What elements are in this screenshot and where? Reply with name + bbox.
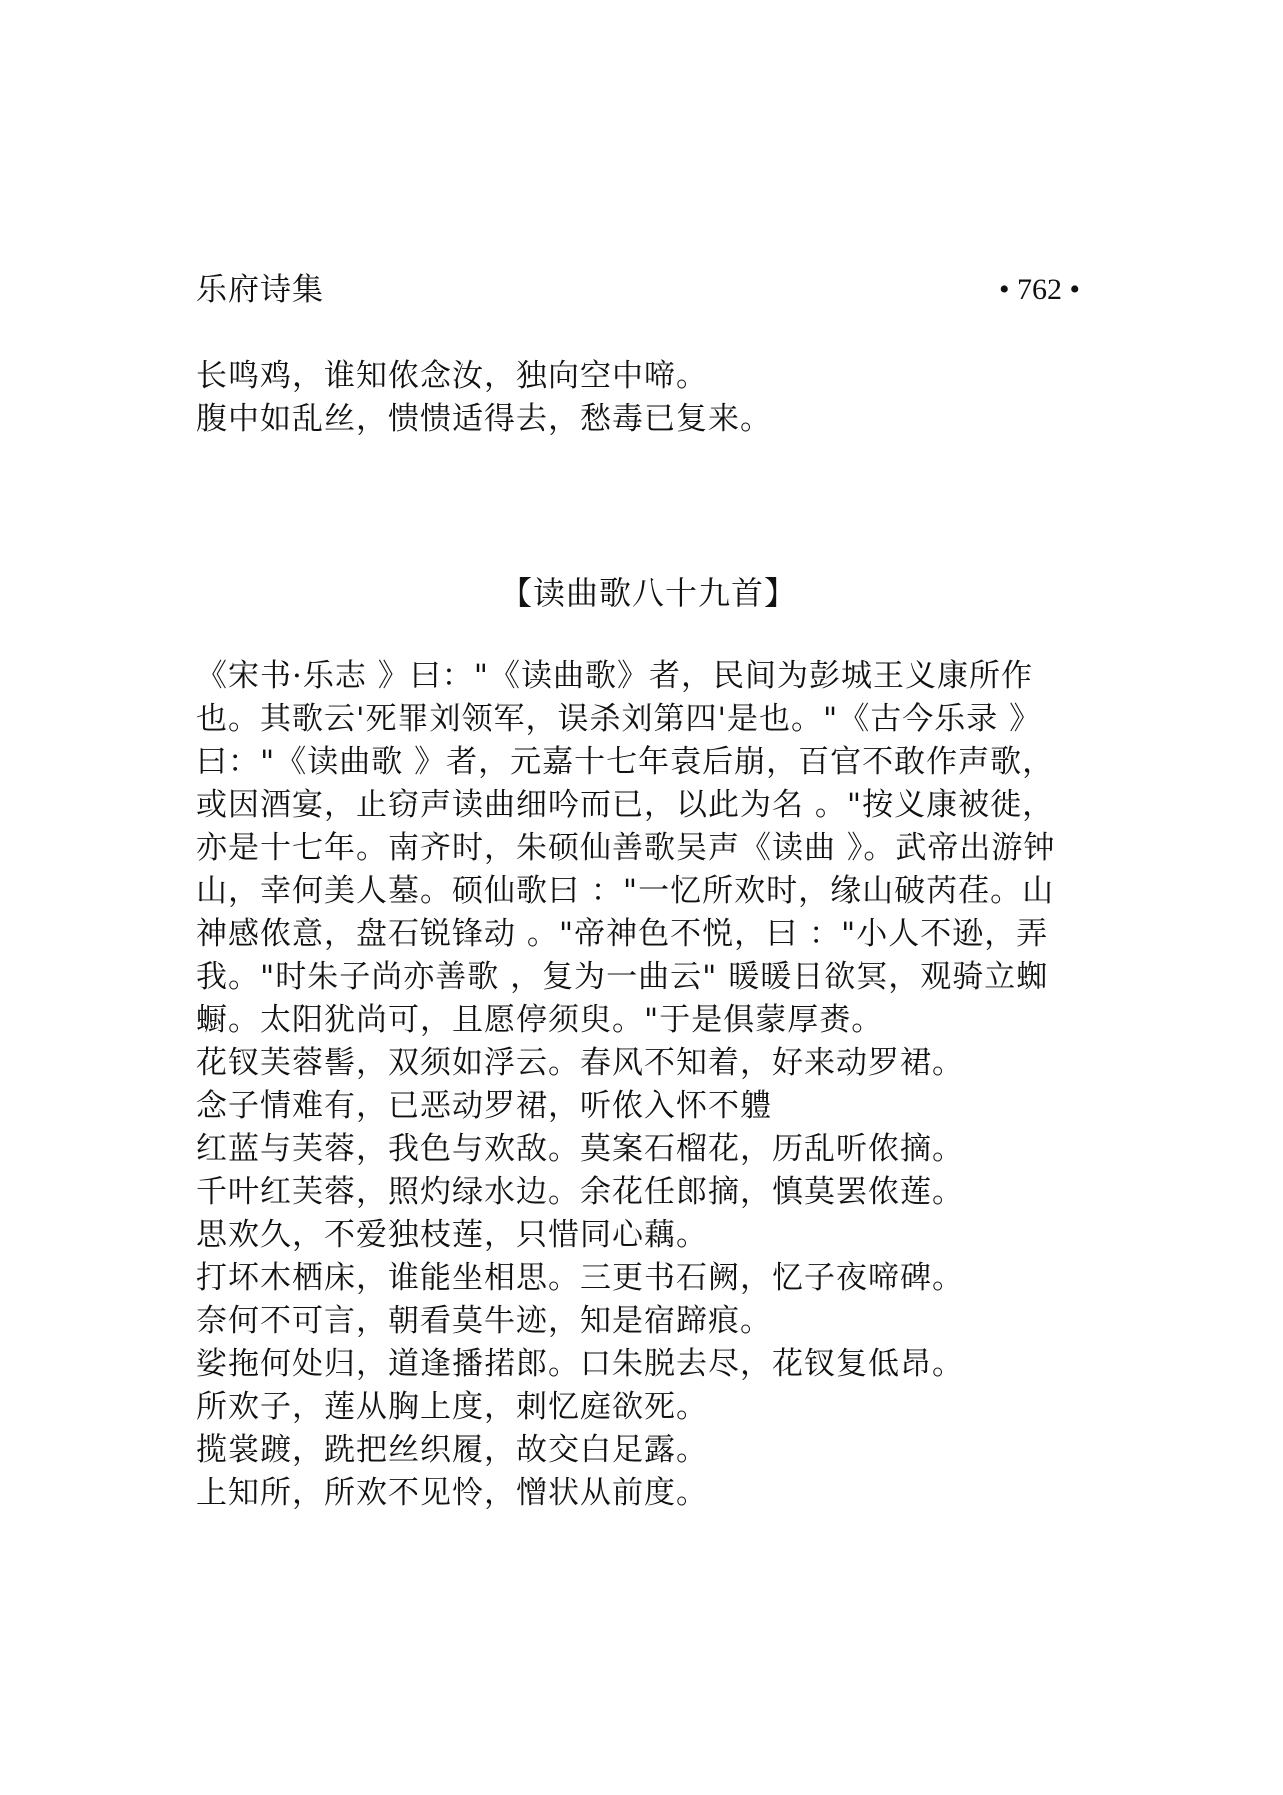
previous-poem-continuation [196, 355, 1096, 441]
poem-line: 红蓝与芙蓉，我色与欢敌。莫案石榴花，历乱听侬摘。 [196, 1131, 964, 1167]
preface-line: 神感侬意，盘石锐锋动 。"帝神色不悦，曰 ："小人不逊，弄 [196, 916, 1049, 952]
poem-line: 娑拖何处归，道逢播掿郎。口朱脱去尽，花钗复低昂。 [196, 1346, 964, 1382]
preface-line: 亦是十七年。南齐时，朱硕仙善歌吴声《读曲 》。武帝出游钟 [196, 830, 1056, 866]
poem-line: 思欢久，不爱独枝莲，只惜同心藕。 [196, 1217, 708, 1253]
poem-line: 奈何不可言，朝看莫牛迹，知是宿蹄痕。 [196, 1303, 772, 1339]
poem-line: 千叶红芙蓉，照灼绿水边。余花任郎摘，慎莫罢侬莲。 [196, 1174, 964, 1210]
poem-line: 所欢子，莲从胸上度，刺忆庭欲死。 [196, 1389, 708, 1425]
section-heading: 【读曲歌八十九首】 [500, 574, 798, 612]
section-body [196, 655, 1096, 1515]
poem-line: 腹中如乱丝，愦愦适得去，愁毒已复来。 [196, 401, 772, 437]
poem-list [196, 1042, 1096, 1515]
poem-line: 打坏木栖床，谁能坐相思。三更书石阙，忆子夜啼碑。 [196, 1260, 964, 1296]
poem-line: 长鸣鸡，谁知侬念汝，独向空中啼。 [196, 358, 708, 394]
preface-line: 我。"时朱子尚亦善歌 ，复为一曲云" 暖暖日欲冥，观骑立蜘 [196, 959, 1049, 995]
running-title: 乐府诗集 [196, 272, 324, 308]
preface-line: 《宋书·乐志 》曰："《读曲歌》者，民间为彭城王义康所作 [196, 658, 1033, 694]
page-number: • 762 • [998, 273, 1080, 306]
poem-line: 念子情难有，已恶动罗裙，听侬入怀不軆 [196, 1088, 772, 1124]
preface [196, 655, 1096, 1042]
preface-line: 山，幸何美人墓。硕仙歌曰 ："一忆所欢时，缘山破芮荏。山 [196, 873, 1055, 909]
preface-line: 蟵。太阳犹尚可，且愿停须臾。"于是俱蒙厚赉。 [196, 1002, 884, 1038]
poem-line: 上知所，所欢不见怜，憎状从前度。 [196, 1475, 708, 1511]
preface-line: 也。其歌云'死罪刘领军，误杀刘第四'是也。"《古今乐录 》 [196, 701, 1042, 737]
poem-line: 揽裳踱，跣把丝织履，故交白足露。 [196, 1432, 708, 1468]
preface-line: 或因酒宴，止窃声读曲细吟而已，以此为名 。"按义康被徙， [196, 787, 1055, 823]
poem-line: 花钗芙蓉髻，双须如浮云。春风不知着，好来动罗裙。 [196, 1045, 964, 1081]
preface-line: 曰："《读曲歌 》者，元嘉十七年袁后崩，百官不敢作声歌， [196, 744, 1055, 780]
